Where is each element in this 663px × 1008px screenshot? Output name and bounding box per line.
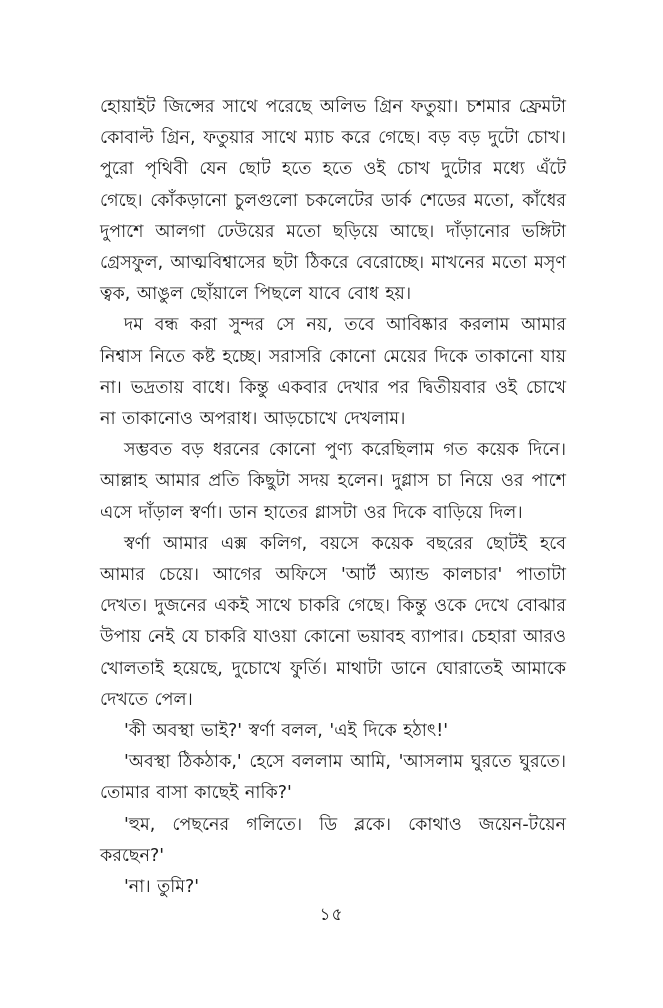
page-text-body: [100, 92, 566, 903]
paragraph-6-dialogue: 'অবস্থা ঠিকঠাক,' হেসে বললাম আমি, 'আসলাম ঘুরতে ঘুরতে। তোমার বাসা কাছেই নাকি?': [100, 752, 566, 804]
paragraph-1: হোয়াইট জিন্সের সাথে পরেছে অলিভ গ্রিন ফতুয়া। চশমার ফ্রেমটা কোবাল্ট গ্রিন, ফতুয়ার সাথে ম্যাচ করে গেছে। বড় বড় দুটো চোখ। পুরো পৃথিবী যেন ছোট হতে হতে ওই চোখ দুটোর মধ্যে এঁটে গেছে। কোঁকড়ানো চুলগুলো চকলেটের ডার্ক শেডের মতো, কাঁধের দুপাশে আলগা ঢেউয়ের মতো ছড়িয়ে আছে। দাঁড়ানোর ভঙ্গিটা গ্রেসফুল, আত্মবিশ্বাসের ছটা ঠিকরে বেরোচ্ছে। মাখনের মতো মসৃণ ত্বক, আঙুল ছোঁয়ালে পিছলে যাবে বোধ হয়।: [100, 97, 566, 305]
paragraph-3: সম্ভবত বড় ধরনের কোনো পুণ্য করেছিলাম গত কয়েক দিনে। আল্লাহ আমার প্রতি কিছুটা সদয় হলেন। দুগ্লাস চা নিয়ে ওর পাশে এসে দাঁড়াল স্বর্ণা। ডান হাতের গ্লাসটা ওর দিকে বাড়িয়ে দিল।: [100, 440, 566, 523]
paragraph-4: স্বর্ণা আমার এক্স কলিগ, বয়সে কয়েক বছরের ছোটই হবে আমার চেয়ে। আগের অফিসে 'আর্ট অ্যান্ড কালচার' পাতাটা দেখত। দুজনের একই সাথে চাকরি গেছে। কিন্তু ওকে দেখে বোঝার উপায় নেই যে চাকরি যাওয়া কোনো ভয়াবহ ব্যাপার। চেহারা আরও খোলতাই হয়েছে, দুচোখে ফুর্তি। মাথাটা ডানে ঘোরাতেই আমাকে দেখতে পেল।: [100, 533, 566, 710]
page-number: ১৫: [319, 905, 344, 925]
paragraph-8-dialogue: 'না। তুমি?': [124, 877, 200, 898]
paragraph-2: দম বন্ধ করা সুন্দর সে নয়, তবে আবিষ্কার করলাম আমার নিশ্বাস নিতে কষ্ট হচ্ছে। সরাসরি কোনো মেয়ের দিকে তাকানো যায় না। ভদ্রতায় বাধে। কিন্তু একবার দেখার পর দ্বিতীয়বার ওই চোখে না তাকানোও অপরাধ। আড়চোখে দেখলাম।: [100, 315, 566, 430]
paragraph-5-dialogue: 'কী অবস্থা ভাই?' স্বর্ণা বলল, 'এই দিকে হঠাৎ!': [124, 721, 449, 742]
paragraph-7-dialogue: 'হুম, পেছনের গলিতে। ডি ব্লকে। কোথাও জয়েন-টয়েন করছেন?': [100, 814, 566, 866]
